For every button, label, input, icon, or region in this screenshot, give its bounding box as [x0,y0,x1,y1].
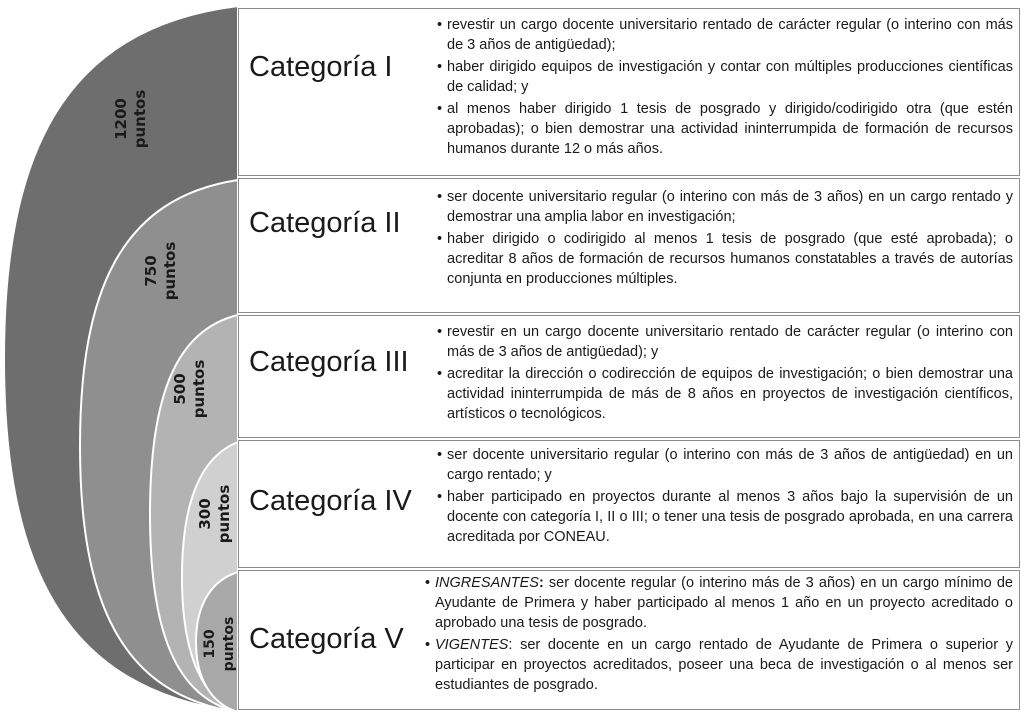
criterion-lead-colon: : [508,637,513,653]
category-title: Categoría II [249,207,401,239]
criterion-item [425,573,1013,633]
criterion-item: • ser docente universitario regular (o interino con más de 3 años de antigüedad) en un cargo rentado; y [437,445,1013,485]
criterion-item: • revestir en un cargo docente universitario rentado de carácter regular (o interino con más de 3 años de antigüedad); y [437,322,1013,362]
category-title: Categoría IV [249,485,412,517]
criteria-list [437,445,1013,549]
criterion-item: • haber dirigido equipos de investigación y contar con múltiples producciones científicas de calidad; y [437,57,1013,97]
criterion-item: • al menos haber dirigido 1 tesis de posgrado y dirigido/codirigido otra (que estén aprobadas); o bien demostrar una actividad ininterrumpida de formación de recursos humanos durante 12 o más años. [437,99,1013,159]
criterion-text: ser docente en un cargo rentado de Ayudante de Primera o superior y participar en proyectos acreditados, poseer una beca de investigación o al menos ser estudiantes de posgrado. [435,637,1013,693]
category-row-4 [238,440,1020,568]
points-value: 150 [202,629,218,659]
category-title: Categoría I [249,51,393,83]
points-value: 1200 [112,98,130,140]
criterion-text: ser docente regular (o interino más de 3 años) en un cargo mínimo de Ayudante de Primera y haber participado al menos 1 año en un proyecto acreditado o aprobado una tesis de posgrado. [435,575,1013,631]
category-title: Categoría III [249,346,409,378]
criterion-item [425,635,1013,695]
category-row-5 [238,570,1020,710]
points-value: 750 [142,255,160,287]
criterion-item: • haber dirigido o codirigido al menos 1 tesis de posgrado (que esté aprobada); o acreditar 8 años de formación de recursos humanos constatables a través de autorías conjunta en producciones múltiples. [437,229,1013,289]
category-title: Categoría V [249,623,404,655]
criteria-list [437,322,1013,426]
criterion-item: • ser docente universitario regular (o interino con más de 3 años) en un cargo rentado y demostrar una amplia labor en investigación; [437,187,1013,227]
category-row-3 [238,315,1020,438]
points-unit: puntos [221,616,237,672]
category-row-1 [238,8,1020,176]
points-unit: puntos [215,484,233,544]
criterion-item: • revestir un cargo docente universitario rentado de carácter regular (o interino con más de 3 años de antigüedad); [437,15,1013,55]
criteria-list [425,573,1013,697]
criterion-item: • haber participado en proyectos durante al menos 3 años bajo la supervisión de un docente con categoría I, II o III; o tener una tesis de posgrado aprobada, en una carrera acreditada por CONEAU. [437,487,1013,547]
points-label-500 [171,354,209,424]
points-label-1200 [112,84,150,154]
points-value: 500 [171,373,189,405]
criterion-lead: INGRESANTES [435,575,539,591]
points-unit: puntos [190,359,208,419]
category-row-2 [238,178,1020,313]
points-value: 300 [196,498,214,530]
points-unit: puntos [161,241,179,301]
criterion-item: • acreditar la dirección o codirección de equipos de investigación; o bien demostrar una actividad ininterrumpida de más de 8 años en proyectos de investigación científicos, artísticos o tecnológicos. [437,364,1013,424]
criterion-lead: VIGENTES [435,637,509,653]
criteria-list [437,15,1013,161]
points-label-300 [196,479,234,549]
criterion-lead-colon: : [538,575,544,591]
points-unit: puntos [131,89,149,149]
points-label-150 [201,614,239,674]
points-label-750 [142,236,180,306]
criteria-list [437,187,1013,291]
